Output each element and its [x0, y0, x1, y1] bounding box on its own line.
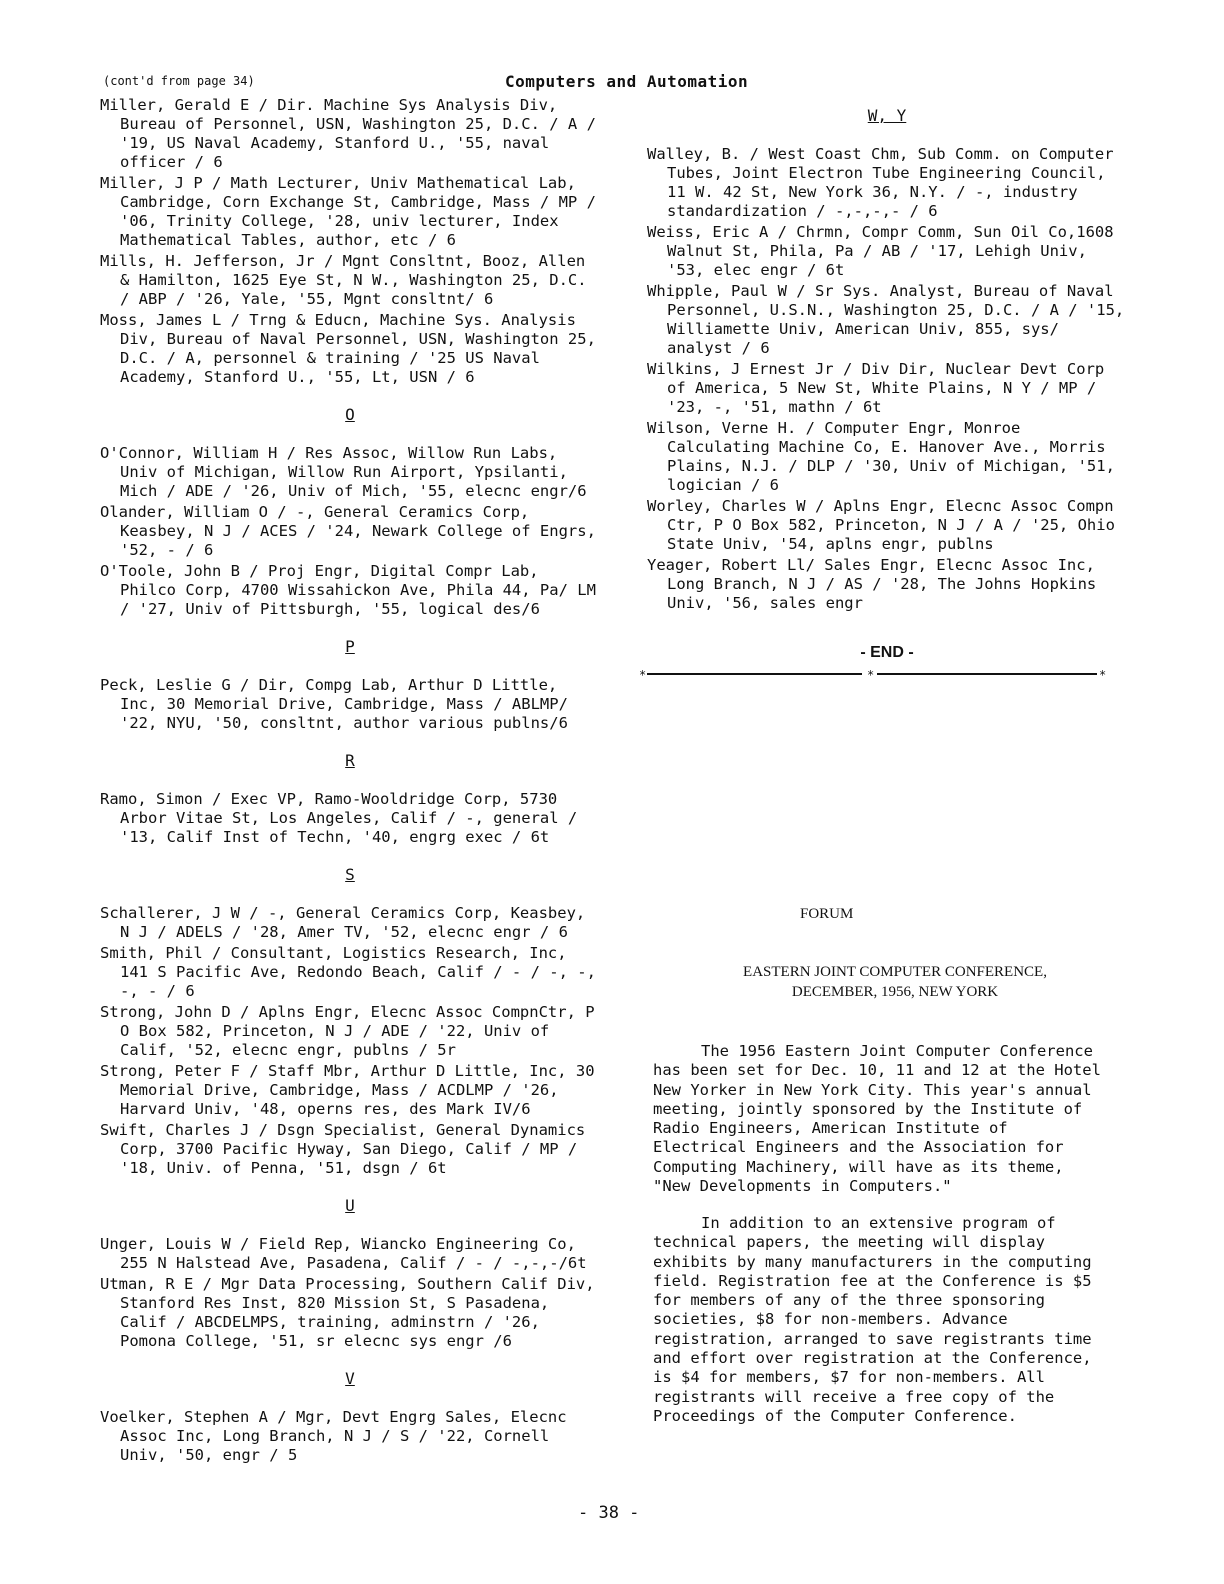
section-v	[100, 1408, 600, 1465]
directory-entry: Strong, John D / Aplns Engr, Elecnc Assoc CompnCtr, P O Box 582, Princeton, N J / ADE / '22, Univ of Calif, '52, elecnc engr, publns / 5r	[100, 1003, 595, 1059]
directory-entry: Miller, Gerald E / Dir. Machine Sys Analysis Div, Bureau of Personnel, USN, Washington 25, D.C. / A / '19, US Naval Academy, Stanford U., '55, naval officer / 6	[100, 96, 596, 171]
directory-entry: Olander, William O / -, General Ceramics Corp, Keasbey, N J / ACES / '24, Newark College of Engrs, '52, - / 6	[100, 503, 596, 559]
directory-entry: Worley, Charles W / Aplns Engr, Elecnc Assoc Compn Ctr, P O Box 582, Princeton, N J / A / '25, Ohio State Univ, '54, aplns engr, publns	[647, 497, 1115, 553]
directory-entry: Schallerer, J W / -, General Ceramics Corp, Keasbey, N J / ADELS / '28, Amer TV, '52, elecnc engr / 6	[100, 904, 586, 941]
section-letter-o: O	[345, 405, 355, 424]
end-label: - END -	[860, 644, 914, 661]
section-letter-wy: W, Y	[867, 106, 907, 125]
directory-entry: Wilkins, J Ernest Jr / Div Dir, Nuclear Devt Corp of America, 5 New St, White Plains, N Y / MP / '23, -, '51, mathn / 6t	[647, 360, 1105, 416]
conference-line-1: EASTERN JOINT COMPUTER CONFERENCE,	[743, 964, 1047, 980]
section-letter-p: P	[345, 637, 355, 656]
divider	[877, 673, 1097, 675]
forum-label: FORUM	[800, 906, 854, 922]
page-title: Computers and Automation	[505, 72, 749, 91]
star-icon: *	[639, 668, 647, 682]
section-o	[100, 444, 600, 619]
section-wy	[647, 145, 1127, 613]
divider	[647, 673, 862, 675]
forum-paragraph-1: The 1956 Eastern Joint Computer Conference has been set for Dec. 10, 11 and 12 at the Hotel New Yorker in New York City. This year's annual meeting, jointly sponsored by the Institute of Radio Engineers, American Institute of Electrical Engineers and the Association for Computing Machinery, will have as its theme, "New Developments in Computers."	[653, 1042, 1101, 1196]
section-letter-v: V	[345, 1369, 355, 1388]
directory-entry: Smith, Phil / Consultant, Logistics Research, Inc, 141 S Pacific Ave, Redondo Beach, Calif / - / -, -, -, - / 6	[100, 944, 596, 1000]
conference-line-2: DECEMBER, 1956, NEW YORK	[791, 984, 999, 1000]
directory-entry: Moss, James L / Trng & Educn, Machine Sys. Analysis Div, Bureau of Naval Personnel, USN, Washington 25, D.C. / A, personnel & training / '25 US Naval Academy, Stanford U., '55, Lt, USN / 6	[100, 311, 596, 386]
right-column	[639, 106, 1127, 693]
directory-entry: Unger, Louis W / Field Rep, Wiancko Engineering Co, 255 N Halstead Ave, Pasadena, Calif / - / -,-,-/6t	[100, 1235, 587, 1272]
directory-entry: Utman, R E / Mgr Data Processing, Southern Calif Div, Stanford Res Inst, 820 Mission St, S Pasadena, Calif / ABCDELMPS, training, adminstrn / '26, Pomona College, '51, sr elecnc sys engr /6	[100, 1275, 595, 1350]
directory-entry: Weiss, Eric A / Chrmn, Compr Comm, Sun Oil Co,1608 Walnut St, Phila, Pa / AB / '17, Lehigh Univ, '53, elec engr / 6t	[647, 223, 1114, 279]
section-letter-s: S	[345, 865, 355, 884]
directory-entry: Wilson, Verne H. / Computer Engr, Monroe Calculating Machine Co, E. Hanover Ave., Morris Plains, N.J. / DLP / '30, Univ of Michigan, '51, logician / 6	[647, 419, 1115, 494]
page-number: - 38 -	[578, 1503, 640, 1523]
directory-entry: Voelker, Stephen A / Mgr, Devt Engrg Sales, Elecnc Assoc Inc, Long Branch, N J / S / '22, Cornell Univ, '50, engr / 5	[100, 1408, 567, 1464]
forum-paragraph-2: In addition to an extensive program of technical papers, the meeting will display exhibits by many manufacturers in the computing field. Registration fee at the Conference is $5 for members of any of the three sponsoring societies, $8 for non-members. Advance registration, arranged to save registrants time and effort over registration at the Conference, is $4 for members, $7 for non-members. All registrants will receive a free copy of the Proceedings of the Computer Conference.	[653, 1214, 1092, 1425]
star-icon: *	[1099, 668, 1107, 682]
section-s	[100, 904, 600, 1178]
star-icon: *	[867, 668, 875, 682]
directory-entry: Swift, Charles J / Dsgn Specialist, General Dynamics Corp, 3700 Pacific Hyway, San Diego, Calif / MP / '18, Univ. of Penna, '51, dsgn / 6t	[100, 1121, 586, 1177]
directory-entry: O'Connor, William H / Res Assoc, Willow Run Labs, Univ of Michigan, Willow Run Airport, Ypsilanti, Mich / ADE / '26, Univ of Mich, '55, elecnc engr/6	[100, 444, 587, 500]
directory-entry: Strong, Peter F / Staff Mbr, Arthur D Little, Inc, 30 Memorial Drive, Cambridge, Mass / ACDLMP / '26, Harvard Univ, '48, operns res, des Mark IV/6	[100, 1062, 595, 1118]
section-p	[100, 676, 600, 733]
directory-entry: Peck, Leslie G / Dir, Compg Lab, Arthur D Little, Inc, 30 Memorial Drive, Cambridge, Mass / ABLMP/ '22, NYU, '50, consltnt, author various publns/6	[100, 676, 568, 732]
directory-entry: Ramo, Simon / Exec VP, Ramo-Wooldridge Corp, 5730 Arbor Vitae St, Los Angeles, Calif / -, general / '13, Calif Inst of Techn, '40, engrg exec / 6t	[100, 790, 578, 846]
section-u	[100, 1235, 600, 1351]
end-marker	[639, 643, 1127, 693]
left-column	[100, 96, 600, 1467]
conference-heading	[680, 962, 1110, 1002]
section-letter-u: U	[345, 1196, 355, 1215]
section-m	[100, 96, 600, 387]
directory-entry: Whipple, Paul W / Sr Sys. Analyst, Bureau of Naval Personnel, U.S.N., Washington 25, D.C. / A / '15, Williamette Univ, American Univ, 855, sys/ analyst / 6	[647, 282, 1125, 357]
directory-entry: Mills, H. Jefferson, Jr / Mgnt Consltnt, Booz, Allen & Hamilton, 1625 Eye St, N W., Washington 25, D.C. / ABP / '26, Yale, '55, Mgnt consltnt/ 6	[100, 252, 587, 308]
directory-entry: O'Toole, John B / Proj Engr, Digital Compr Lab, Philco Corp, 4700 Wissahickon Ave, Phila 44, Pa/ LM / '27, Univ of Pittsburgh, '55, logical des/6	[100, 562, 596, 618]
directory-entry: Yeager, Robert Ll/ Sales Engr, Elecnc Assoc Inc, Long Branch, N J / AS / '28, The Johns Hopkins Univ, '56, sales engr	[647, 556, 1097, 612]
section-r	[100, 790, 600, 847]
directory-entry: Miller, J P / Math Lecturer, Univ Mathematical Lab, Cambridge, Corn Exchange St, Cambridge, Mass / MP / '06, Trinity College, '28, univ lecturer, Index Mathematical Tables, author, etc / 6	[100, 174, 596, 249]
section-letter-r: R	[345, 751, 355, 770]
continued-note: (cont'd from page 34)	[103, 74, 255, 88]
directory-entry: Walley, B. / West Coast Chm, Sub Comm. on Computer Tubes, Joint Electron Tube Engineering Council, 11 W. 42 St, New York 36, N.Y. / -, industry standardization / -,-,-,- / 6	[647, 145, 1114, 220]
